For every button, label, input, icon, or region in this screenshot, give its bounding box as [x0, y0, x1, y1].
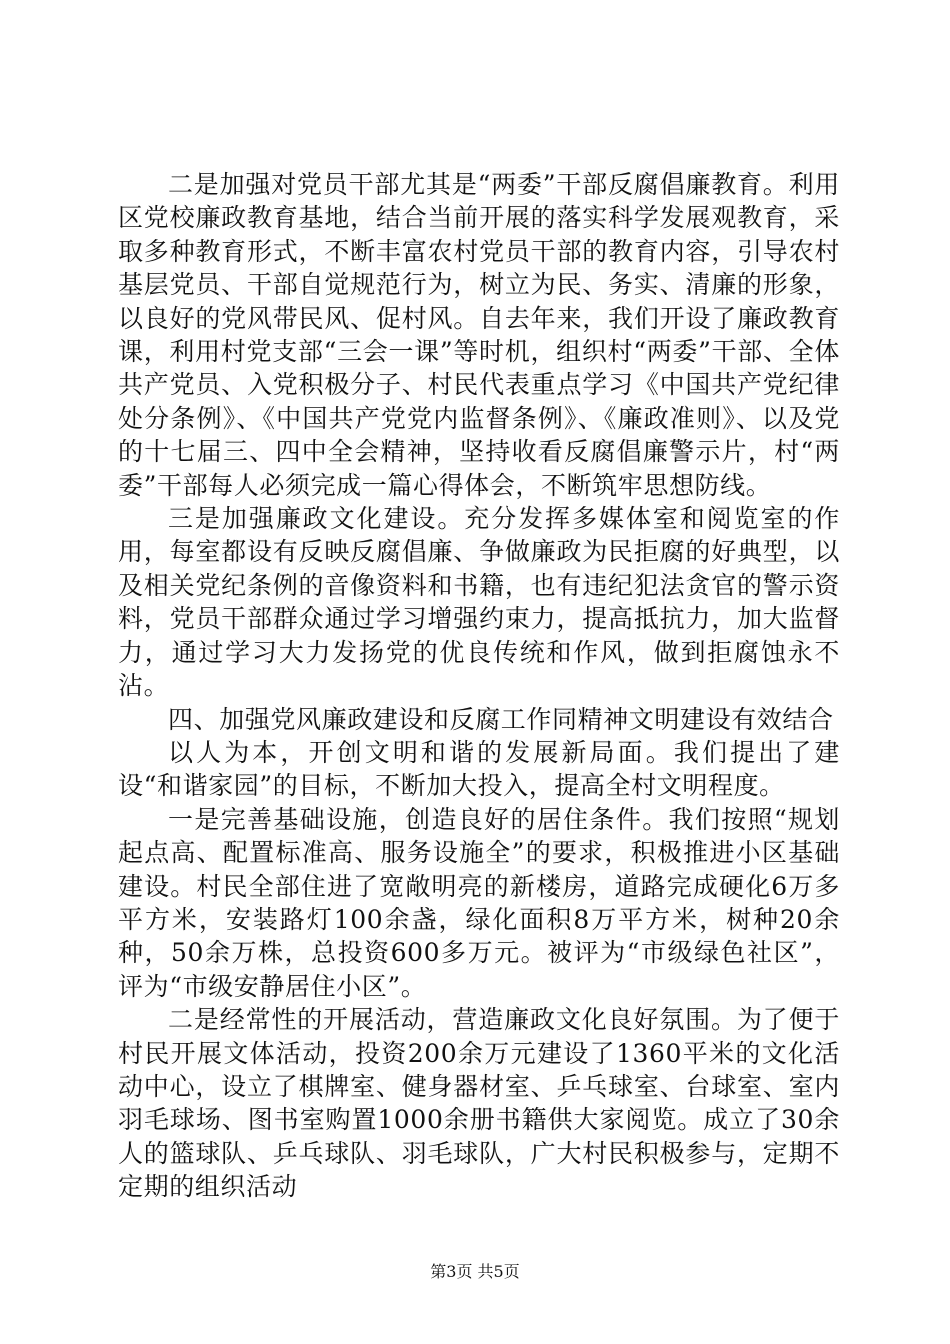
paragraph-three-culture: 三是加强廉政文化建设。充分发挥多媒体室和阅览室的作用，每室都设有反映反腐倡廉、争做廉政为民拒腐的好典型，以及相关党纪条例的音像资料和书籍，也有违纪犯法贪官的警示资料，党员干部群众通过学习增强约束力，提高抵抗力，加大监督力，通过学习大力发扬党的优良传统和作风，做到拒腐蚀永不沾。: [118, 504, 840, 701]
paragraph-people-oriented: 以人为本，开创文明和谐的发展新局面。我们提出了建设“和谐家园”的目标，不断加大投入，提高全村文明程度。: [118, 737, 840, 801]
paragraph-one-infrastructure: 一是完善基础设施，创造良好的居住条件。我们按照“规划起点高、配置标准高、服务设施全”的要求，积极推进小区基础建设。村民全部住进了宽敞明亮的新楼房，道路完成硬化6万多平方米，安装路灯100余盏，绿化面积8万平方米，树种20余种，50余万株，总投资600多万元。被评为“市级绿色社区”，评为“市级安静居住小区”。: [118, 804, 840, 1001]
document-body: [118, 168, 840, 1204]
page-number-footer: 第3页 共5页: [430, 1262, 520, 1281]
section-heading-four: 四、加强党风廉政建设和反腐工作同精神文明建设有效结合: [168, 704, 834, 734]
paragraph-two-education: 二是加强对党员干部尤其是“两委”干部反腐倡廉教育。利用区党校廉政教育基地，结合当前开展的落实科学发展观教育，采取多种教育形式，不断丰富农村党员干部的教育内容，引导农村基层党员、干部自觉规范行为，树立为民、务实、清廉的形象，以良好的党风带民风、促村风。自去年来，我们开设了廉政教育课，利用村党支部“三会一课”等时机，组织村“两委”干部、全体共产党员、入党积极分子、村民代表重点学习《中国共产党纪律处分条例》、《中国共产党党内监督条例》、《廉政准则》、以及党的十七届三、四中全会精神，坚持收看反腐倡廉警示片，村“两委”干部每人必须完成一篇心得体会，不断筑牢思想防线。: [118, 170, 840, 500]
paragraph-two-activities: 二是经常性的开展活动，营造廉政文化良好氛围。为了便于村民开展文体活动，投资200余万元建设了1360平米的文化活动中心，设立了棋牌室、健身器材室、乒乓球室、台球室、室内羽毛球场、图书室购置1000余册书籍供大家阅览。成立了30余人的篮球队、乒乓球队、羽毛球队，广大村民积极参与，定期不定期的组织活动: [118, 1005, 840, 1202]
